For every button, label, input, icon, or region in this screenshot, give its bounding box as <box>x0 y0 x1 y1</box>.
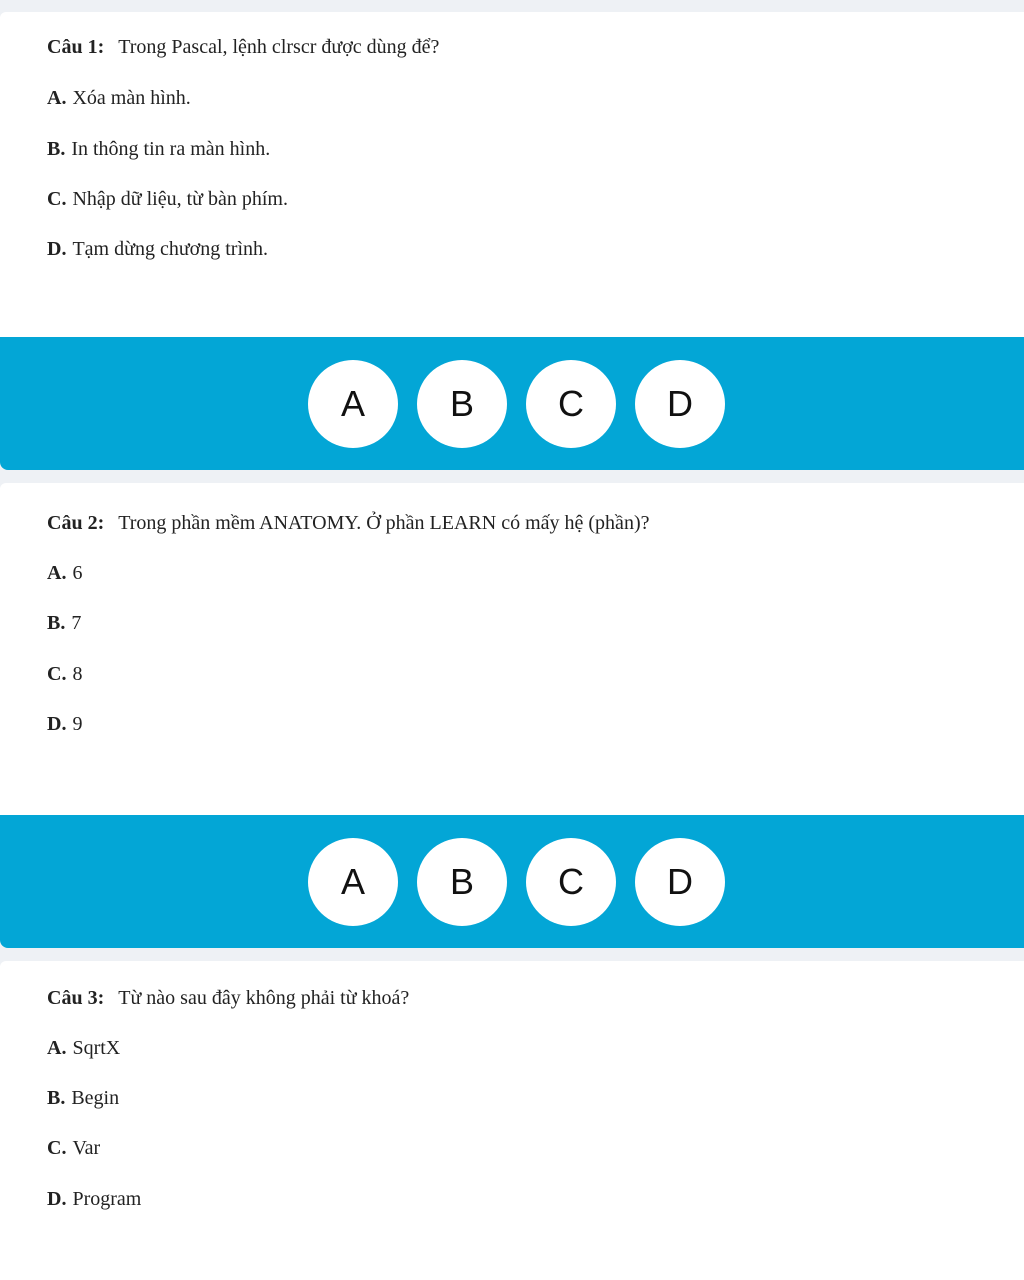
option-letter: D. <box>47 238 67 260</box>
option-c <box>47 186 288 212</box>
question-prompt: Từ nào sau đây không phải từ khoá? <box>118 987 410 1009</box>
option-d <box>47 1186 141 1212</box>
option-a <box>47 85 191 111</box>
question-1-text <box>47 34 439 60</box>
option-text: 7 <box>71 612 82 634</box>
answer-d-button[interactable]: D <box>635 838 725 926</box>
question-number: Câu 3: <box>47 987 105 1009</box>
question-card-1 <box>0 12 1024 337</box>
question-prompt: Trong phần mềm ANATOMY. Ở phần LEARN có mấy hệ (phần)? <box>118 512 650 534</box>
option-letter: B. <box>47 138 66 160</box>
question-prompt: Trong Pascal, lệnh clrscr được dùng để? <box>118 36 440 58</box>
option-text: Var <box>72 1137 101 1159</box>
option-c <box>47 1135 100 1161</box>
option-text: 6 <box>72 562 83 584</box>
option-b <box>47 136 270 162</box>
option-letter: C. <box>47 1137 67 1159</box>
option-b <box>47 610 81 636</box>
answer-b-button[interactable]: B <box>417 838 507 926</box>
option-text: Program <box>72 1188 142 1210</box>
option-letter: A. <box>47 87 67 109</box>
answer-bar-1 <box>0 337 1024 470</box>
answer-b-button[interactable]: B <box>417 360 507 448</box>
option-text: 9 <box>72 713 83 735</box>
question-card-2 <box>0 483 1024 815</box>
option-a <box>47 1035 120 1061</box>
option-text: In thông tin ra màn hình. <box>71 138 271 160</box>
answer-c-button[interactable]: C <box>526 838 616 926</box>
option-text: Nhập dữ liệu, từ bàn phím. <box>72 188 288 210</box>
option-letter: C. <box>47 663 67 685</box>
option-text: SqrtX <box>72 1037 121 1059</box>
option-letter: B. <box>47 612 66 634</box>
answer-bar-2 <box>0 815 1024 948</box>
option-letter: C. <box>47 188 67 210</box>
option-c <box>47 661 82 687</box>
answer-a-button[interactable]: A <box>308 360 398 448</box>
question-number: Câu 2: <box>47 512 105 534</box>
option-text: 8 <box>72 663 83 685</box>
option-letter: D. <box>47 713 67 735</box>
option-d <box>47 711 82 737</box>
option-text: Tạm dừng chương trình. <box>72 238 269 260</box>
option-letter: A. <box>47 562 67 584</box>
option-a <box>47 560 82 586</box>
question-3-text <box>47 985 409 1011</box>
option-letter: B. <box>47 1087 66 1109</box>
question-card-3 <box>0 961 1024 1280</box>
option-letter: D. <box>47 1188 67 1210</box>
answer-a-button[interactable]: A <box>308 838 398 926</box>
option-d <box>47 236 268 262</box>
option-text: Xóa màn hình. <box>72 87 191 109</box>
answer-d-button[interactable]: D <box>635 360 725 448</box>
question-2-text <box>47 510 649 536</box>
option-letter: A. <box>47 1037 67 1059</box>
answer-c-button[interactable]: C <box>526 360 616 448</box>
option-b <box>47 1085 119 1111</box>
question-number: Câu 1: <box>47 36 105 58</box>
option-text: Begin <box>71 1087 120 1109</box>
